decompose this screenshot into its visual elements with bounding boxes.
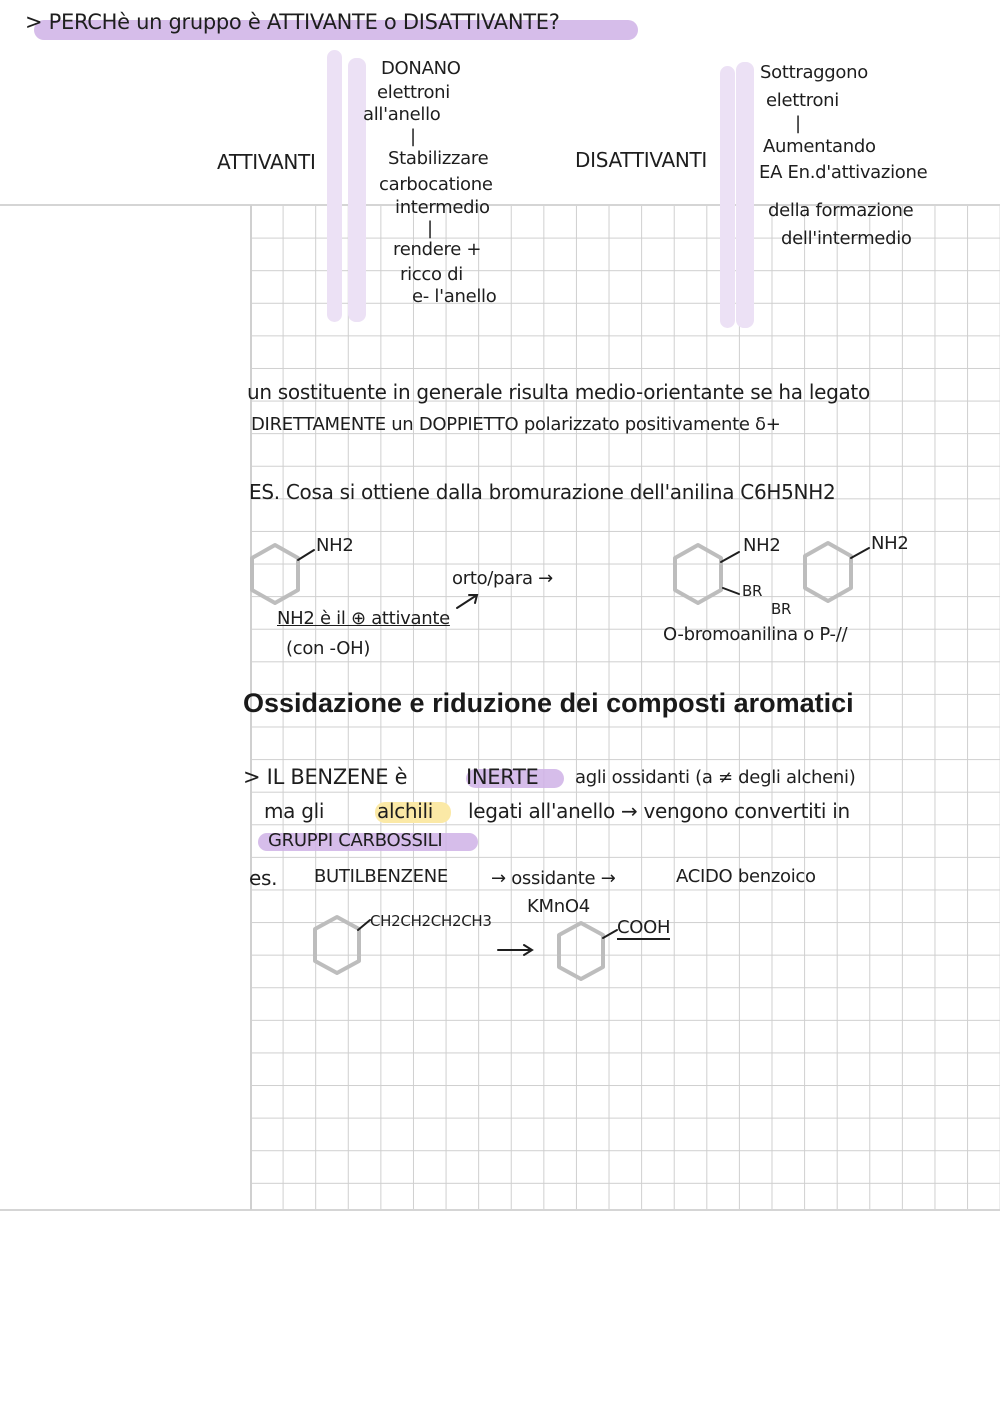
- activators-line: DONANO: [381, 58, 461, 79]
- deactivators-line: della formazione: [768, 200, 914, 221]
- alchili-word: alchili: [377, 799, 434, 823]
- oxidation-line-1-suffix: agli ossidanti (a ≠ degli alcheni): [575, 767, 856, 788]
- products-label: O-bromoanilina o P-//: [663, 624, 848, 645]
- product-ortho-ring: [673, 543, 723, 607]
- example2-oxidant: → ossidante →: [491, 868, 616, 889]
- activators-line: |: [427, 218, 433, 239]
- bar-deactivator-2: [736, 62, 754, 328]
- para-nh2: NH2: [871, 533, 909, 554]
- nh2-activating-note: NH2 è il ⊕ attivante: [277, 608, 450, 629]
- activators-line: Stabilizzare: [388, 148, 489, 169]
- deactivators-line: EA En.d'attivazione: [759, 162, 928, 183]
- deactivators-line: dell'intermedio: [781, 228, 912, 249]
- butylbenzene-ring: [313, 915, 361, 977]
- activators-line: rendere +: [393, 239, 482, 260]
- example2-reactant: BUTILBENZENE: [314, 866, 448, 887]
- cooh-group: COOH: [617, 917, 671, 938]
- reaction-arrow: [496, 942, 536, 956]
- rule-line-2: DIRETTAMENTE un DOPPIETTO polarizzato positivamente δ+: [251, 414, 781, 435]
- oxidation-line-2-prefix: ma gli: [264, 799, 325, 823]
- butyl-chain: CH2CH2CH2CH3: [370, 912, 492, 930]
- oxidation-line-3: GRUPPI CARBOSSILI: [268, 830, 443, 851]
- example2-product: ACIDO benzoico: [676, 866, 816, 887]
- bar-activator-2: [348, 58, 366, 322]
- deactivators-line: elettroni: [766, 90, 839, 111]
- oxidation-line-1-prefix: > IL BENZENE è: [243, 765, 408, 789]
- rule-line-1: un sostituente in generale risulta medio-orientante se ha legato: [247, 380, 870, 404]
- activators-label: ATTIVANTI: [217, 150, 316, 174]
- activators-line: |: [410, 126, 416, 147]
- deactivators-label: DISATTIVANTI: [575, 148, 708, 172]
- orto-para-label: orto/para →: [452, 568, 553, 589]
- divider-bottom: [0, 1209, 1000, 1211]
- bar-deactivator-1: [720, 66, 735, 328]
- example2-reagent: KMnO4: [527, 896, 590, 917]
- oxidation-line-2-suffix: legati all'anello → vengono convertiti in: [468, 799, 850, 823]
- aniline-bond: [296, 548, 316, 562]
- activators-line: elettroni: [377, 82, 450, 103]
- aniline-ring: [250, 543, 300, 607]
- header-question: > PERCHè un gruppo è ATTIVANTE o DISATTIVANTE?: [25, 10, 560, 34]
- activators-line: ricco di: [400, 264, 463, 285]
- ortho-br: BR: [742, 582, 763, 600]
- deactivators-line: Aumentando: [763, 136, 876, 157]
- arrow-to-orto-para: [455, 592, 479, 610]
- ortho-br-bond: [721, 586, 741, 596]
- section-title: Ossidazione e riduzione dei composti aromatici: [243, 688, 854, 718]
- activators-line: all'anello: [363, 104, 441, 125]
- ortho-nh2-bond: [719, 550, 741, 564]
- product-para-ring: [803, 541, 853, 605]
- deactivators-line: Sottraggono: [760, 62, 868, 83]
- inerte-word: INERTE: [466, 765, 539, 789]
- deactivators-line: |: [795, 113, 801, 134]
- bar-activator-1: [327, 50, 342, 322]
- nh2-note-oh: (con -OH): [286, 638, 371, 659]
- example-question: ES. Cosa si ottiene dalla bromurazione dell'anilina C6H5NH2: [249, 480, 836, 504]
- para-nh2-bond: [849, 546, 871, 560]
- benzoic-acid-ring: [557, 921, 605, 983]
- example2-es: es.: [249, 866, 278, 890]
- ortho-nh2: NH2: [743, 535, 781, 556]
- para-br: BR: [771, 600, 792, 618]
- activators-line: e- l'anello: [412, 286, 497, 307]
- aniline-nh2: NH2: [316, 535, 354, 556]
- activators-line: intermedio: [395, 197, 490, 218]
- activators-line: carbocatione: [379, 174, 493, 195]
